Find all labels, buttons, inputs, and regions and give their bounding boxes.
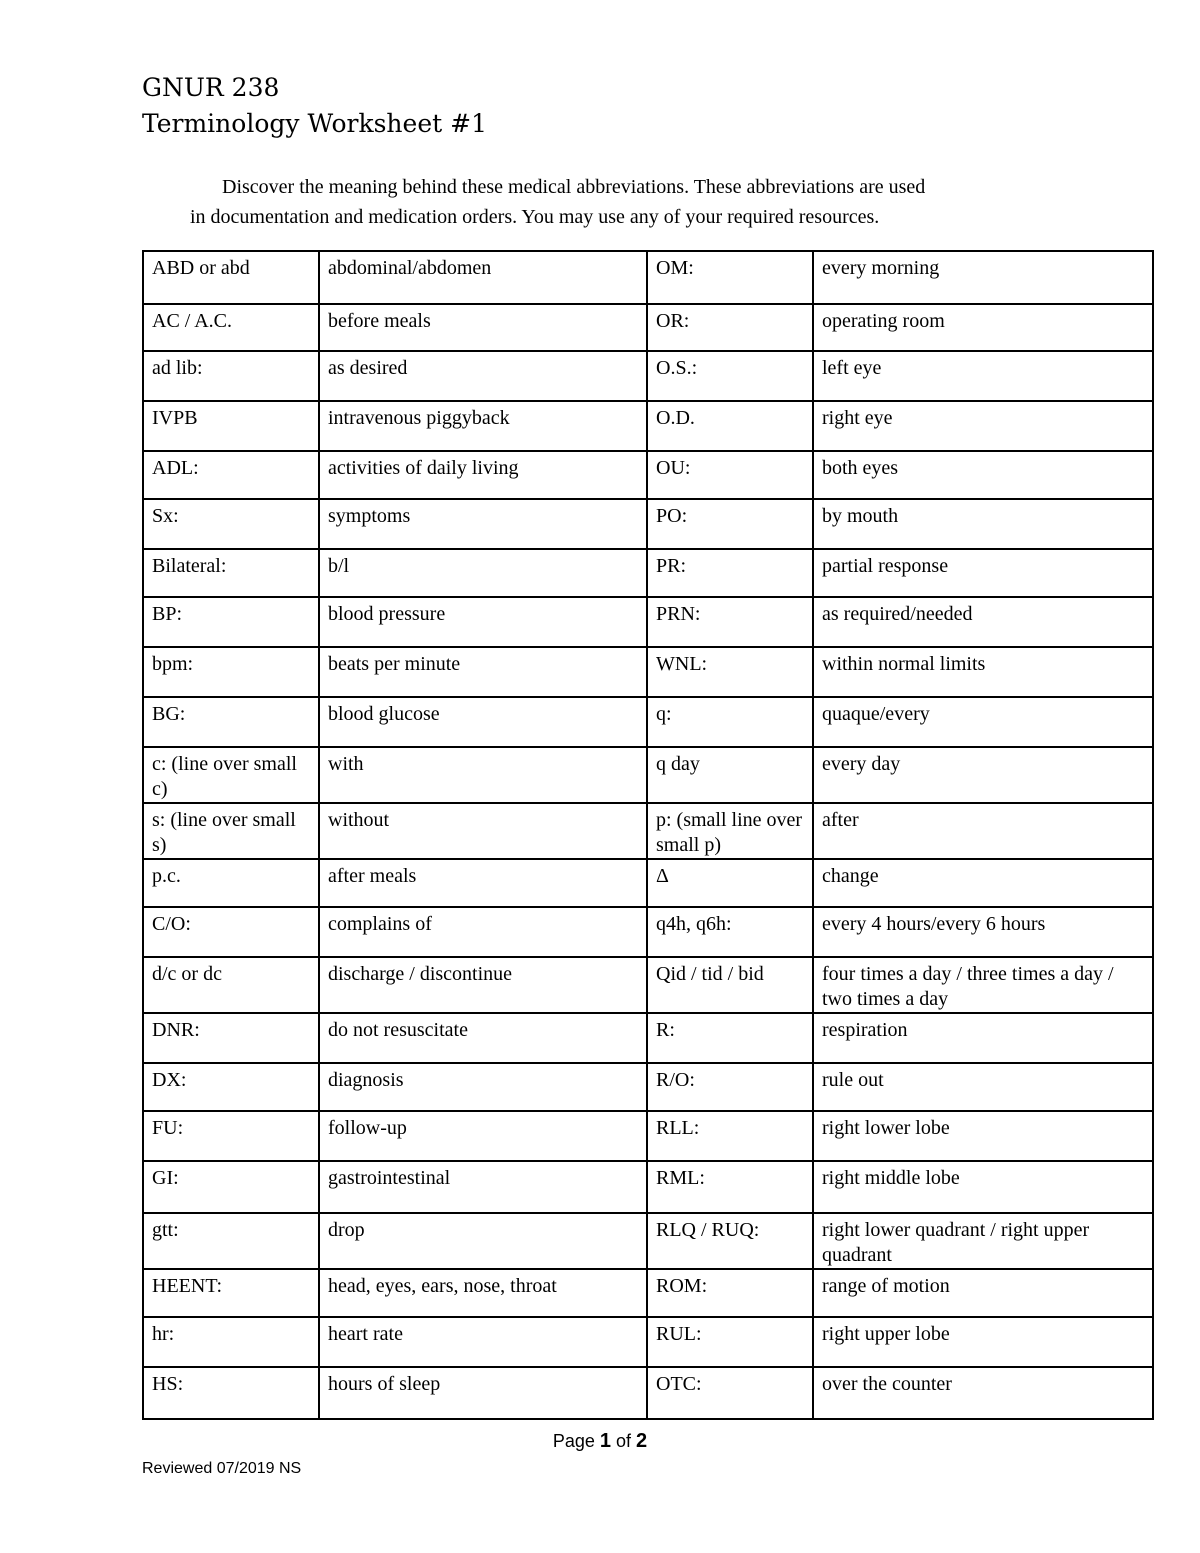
- abbreviation-cell: O.D.: [647, 401, 813, 451]
- meaning-cell: beats per minute: [319, 647, 647, 697]
- worksheet-title: Terminology Worksheet #1: [142, 109, 487, 138]
- meaning-cell: right eye: [813, 401, 1153, 451]
- meaning-cell: head, eyes, ears, nose, throat: [319, 1269, 647, 1317]
- meaning-cell: range of motion: [813, 1269, 1153, 1317]
- page-total: 2: [636, 1430, 648, 1452]
- abbreviation-cell: DX:: [143, 1063, 319, 1111]
- abbreviation-cell: q:: [647, 697, 813, 747]
- terminology-table: [142, 250, 1154, 1420]
- abbreviation-cell: ADL:: [143, 451, 319, 499]
- table-row: [143, 1213, 1153, 1269]
- meaning-cell: blood glucose: [319, 697, 647, 747]
- meaning-cell: hours of sleep: [319, 1367, 647, 1419]
- meaning-cell: without: [319, 803, 647, 859]
- abbreviation-cell: O.S.:: [647, 351, 813, 401]
- abbreviation-cell: DNR:: [143, 1013, 319, 1063]
- abbreviation-cell: gtt:: [143, 1213, 319, 1269]
- meaning-cell: intravenous piggyback: [319, 401, 647, 451]
- meaning-cell: complains of: [319, 907, 647, 957]
- abbreviation-cell: PRN:: [647, 597, 813, 647]
- meaning-cell: as desired: [319, 351, 647, 401]
- abbreviation-cell: ROM:: [647, 1269, 813, 1317]
- table-row: [143, 451, 1153, 499]
- meaning-cell: discharge / discontinue: [319, 957, 647, 1013]
- table-row: [143, 1269, 1153, 1317]
- table-row: [143, 1161, 1153, 1213]
- meaning-cell: blood pressure: [319, 597, 647, 647]
- of-word: of: [616, 1431, 632, 1451]
- meaning-cell: right upper lobe: [813, 1317, 1153, 1367]
- table-row: [143, 957, 1153, 1013]
- page-word: Page: [552, 1431, 595, 1451]
- abbreviation-cell: q day: [647, 747, 813, 803]
- abbreviation-cell: PO:: [647, 499, 813, 549]
- meaning-cell: follow-up: [319, 1111, 647, 1161]
- meaning-cell: as required/needed: [813, 597, 1153, 647]
- abbreviation-cell: p.c.: [143, 859, 319, 907]
- abbreviation-cell: hr:: [143, 1317, 319, 1367]
- meaning-cell: respiration: [813, 1013, 1153, 1063]
- meaning-cell: by mouth: [813, 499, 1153, 549]
- abbreviation-cell: R:: [647, 1013, 813, 1063]
- table-row: [143, 1111, 1153, 1161]
- abbreviation-cell: OM:: [647, 251, 813, 304]
- table-row: [143, 1317, 1153, 1367]
- meaning-cell: after meals: [319, 859, 647, 907]
- table-row: [143, 251, 1153, 304]
- meaning-cell: with: [319, 747, 647, 803]
- abbreviation-cell: d/c or dc: [143, 957, 319, 1013]
- abbreviation-cell: GI:: [143, 1161, 319, 1213]
- meaning-cell: four times a day / three times a day / two times a day: [813, 957, 1153, 1013]
- table-row: [143, 499, 1153, 549]
- table-row: [143, 697, 1153, 747]
- table-row: [143, 401, 1153, 451]
- abbreviation-cell: WNL:: [647, 647, 813, 697]
- abbreviation-cell: Bilateral:: [143, 549, 319, 597]
- meaning-cell: b/l: [319, 549, 647, 597]
- course-code: GNUR 238: [142, 73, 280, 102]
- meaning-cell: right lower lobe: [813, 1111, 1153, 1161]
- meaning-cell: activities of daily living: [319, 451, 647, 499]
- abbreviation-cell: Sx:: [143, 499, 319, 549]
- meaning-cell: partial response: [813, 549, 1153, 597]
- abbreviation-cell: RLQ / RUQ:: [647, 1213, 813, 1269]
- meaning-cell: quaque/every: [813, 697, 1153, 747]
- meaning-cell: over the counter: [813, 1367, 1153, 1419]
- table-row: [143, 304, 1153, 351]
- abbreviation-cell: RML:: [647, 1161, 813, 1213]
- abbreviation-cell: ad lib:: [143, 351, 319, 401]
- abbreviation-cell: s: (line over small s): [143, 803, 319, 859]
- abbreviation-cell: OR:: [647, 304, 813, 351]
- meaning-cell: rule out: [813, 1063, 1153, 1111]
- abbreviation-cell: HEENT:: [143, 1269, 319, 1317]
- table-row: [143, 549, 1153, 597]
- table-row: [143, 1013, 1153, 1063]
- table-row: [143, 597, 1153, 647]
- abbreviation-cell: PR:: [647, 549, 813, 597]
- terminology-table-body: [143, 251, 1153, 1419]
- abbreviation-cell: C/O:: [143, 907, 319, 957]
- abbreviation-cell: ABD or abd: [143, 251, 319, 304]
- abbreviation-cell: q4h, q6h:: [647, 907, 813, 957]
- abbreviation-cell: AC / A.C.: [143, 304, 319, 351]
- meaning-cell: within normal limits: [813, 647, 1153, 697]
- abbreviation-cell: FU:: [143, 1111, 319, 1161]
- meaning-cell: change: [813, 859, 1153, 907]
- abbreviation-cell: R/O:: [647, 1063, 813, 1111]
- table-row: [143, 803, 1153, 859]
- abbreviation-cell: BG:: [143, 697, 319, 747]
- meaning-cell: heart rate: [319, 1317, 647, 1367]
- abbreviation-cell: Δ: [647, 859, 813, 907]
- table-row: [143, 747, 1153, 803]
- meaning-cell: abdominal/abdomen: [319, 251, 647, 304]
- table-row: [143, 1063, 1153, 1111]
- page-current: 1: [599, 1430, 611, 1452]
- table-row: [143, 907, 1153, 957]
- meaning-cell: both eyes: [813, 451, 1153, 499]
- instructions-line-1: Discover the meaning behind these medical abbreviations. These abbreviations are used: [222, 176, 926, 198]
- meaning-cell: right middle lobe: [813, 1161, 1153, 1213]
- meaning-cell: gastrointestinal: [319, 1161, 647, 1213]
- abbreviation-cell: HS:: [143, 1367, 319, 1419]
- meaning-cell: diagnosis: [319, 1063, 647, 1111]
- meaning-cell: after: [813, 803, 1153, 859]
- table-row: [143, 859, 1153, 907]
- meaning-cell: operating room: [813, 304, 1153, 351]
- meaning-cell: before meals: [319, 304, 647, 351]
- abbreviation-cell: RUL:: [647, 1317, 813, 1367]
- abbreviation-cell: OTC:: [647, 1367, 813, 1419]
- abbreviation-cell: p: (small line over small p): [647, 803, 813, 859]
- meaning-cell: do not resuscitate: [319, 1013, 647, 1063]
- meaning-cell: drop: [319, 1213, 647, 1269]
- table-row: [143, 647, 1153, 697]
- instructions: [150, 172, 1110, 232]
- abbreviation-cell: BP:: [143, 597, 319, 647]
- instructions-line-2: in documentation and medication orders. You may use any of your required resources.: [190, 206, 880, 228]
- table-row: [143, 351, 1153, 401]
- table-row: [143, 1367, 1153, 1419]
- meaning-cell: left eye: [813, 351, 1153, 401]
- meaning-cell: every morning: [813, 251, 1153, 304]
- abbreviation-cell: IVPB: [143, 401, 319, 451]
- reviewed-note: Reviewed 07/2019 NS: [142, 1460, 302, 1477]
- meaning-cell: every day: [813, 747, 1153, 803]
- abbreviation-cell: RLL:: [647, 1111, 813, 1161]
- abbreviation-cell: bpm:: [143, 647, 319, 697]
- meaning-cell: symptoms: [319, 499, 647, 549]
- page-number: [0, 1430, 1200, 1453]
- abbreviation-cell: Qid / tid / bid: [647, 957, 813, 1013]
- abbreviation-cell: OU:: [647, 451, 813, 499]
- abbreviation-cell: c: (line over small c): [143, 747, 319, 803]
- document-title-block: [142, 70, 487, 142]
- meaning-cell: right lower quadrant / right upper quadrant: [813, 1213, 1153, 1269]
- meaning-cell: every 4 hours/every 6 hours: [813, 907, 1153, 957]
